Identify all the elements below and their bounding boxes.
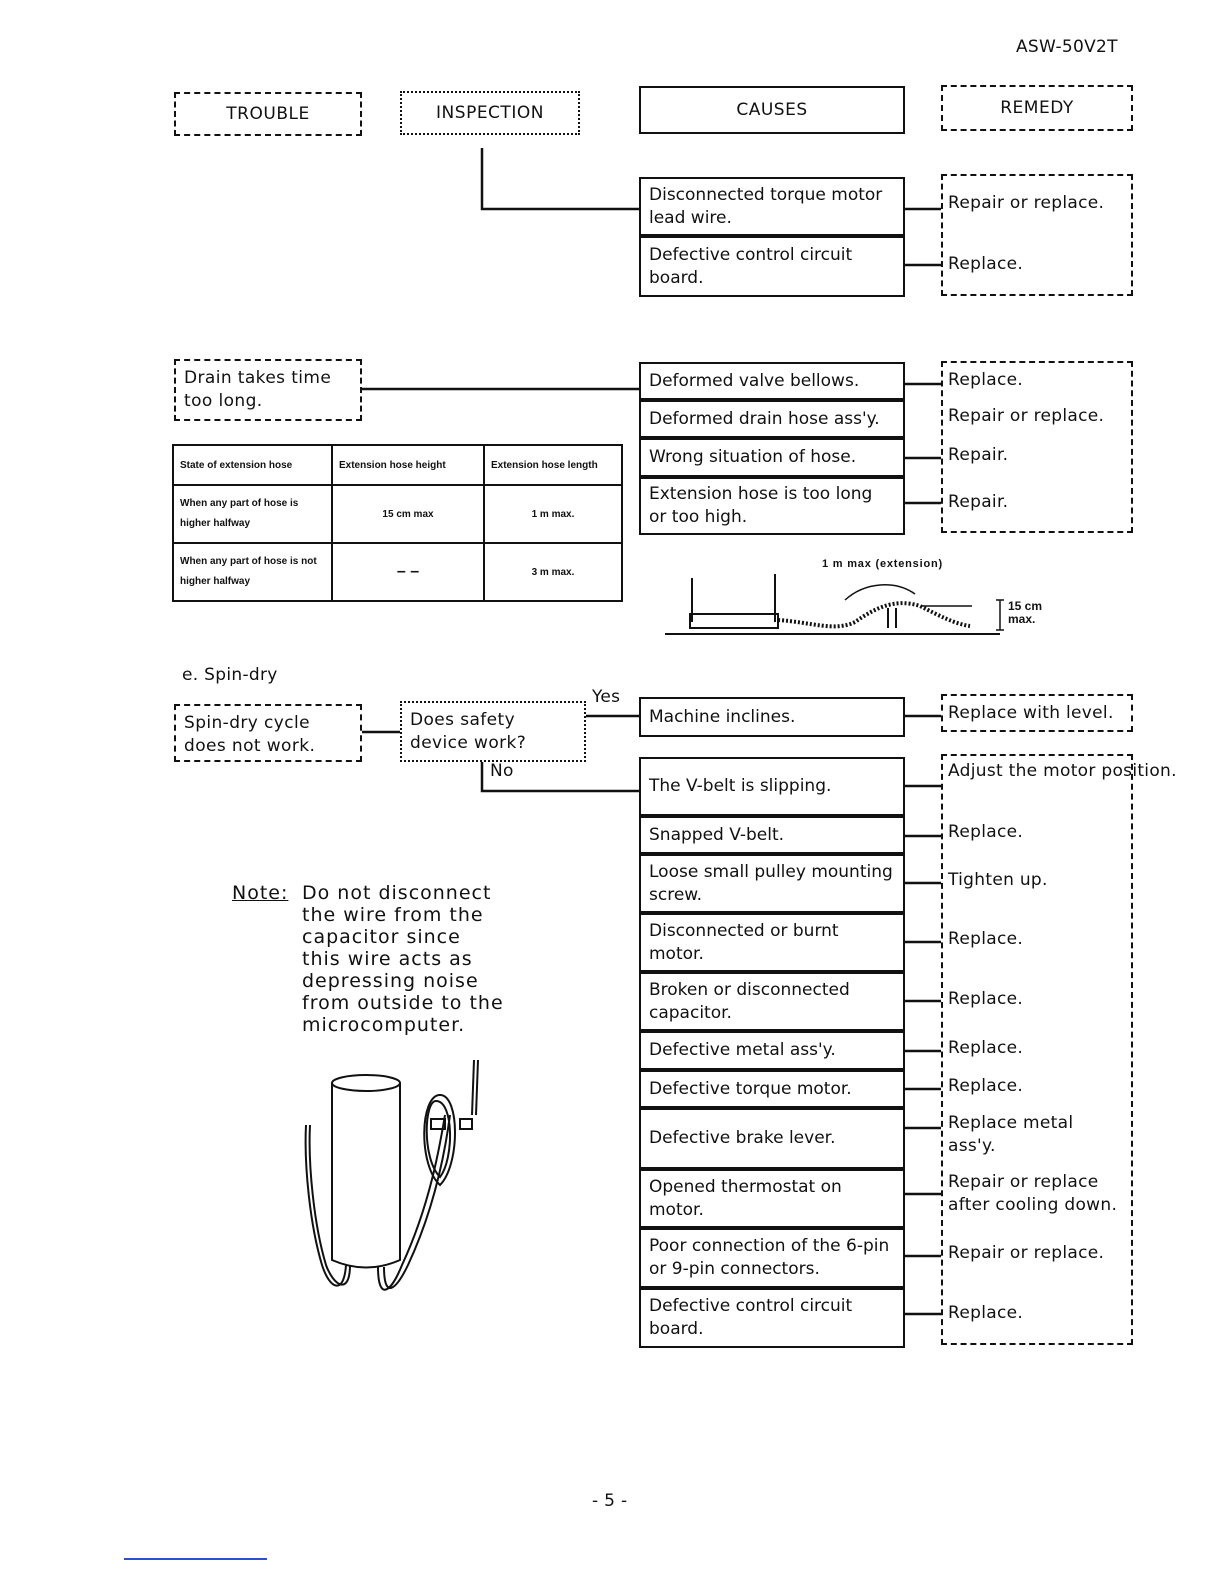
note-line: the wire from the [302, 904, 484, 926]
table-header-length: Extension hose length [484, 445, 622, 485]
cause-box: Disconnected or burnt motor. [639, 913, 905, 972]
cause-box: Loose small pulley mounting screw. [639, 854, 905, 913]
table-cell: When any part of hose is higher halfway [173, 485, 332, 543]
table-cell: When any part of hose is not higher halfway [173, 543, 332, 601]
cause-box: Defective control circuit board. [639, 236, 905, 297]
remedy-text: Replace. [948, 989, 1024, 1009]
cause-box: Machine inclines. [639, 697, 905, 737]
section-title-spin-dry: e. Spin-dry [182, 665, 278, 685]
remedy-text: Replace. [948, 370, 1024, 390]
inspection-to-causes-line [482, 148, 640, 209]
cause-box: Defective torque motor. [639, 1070, 905, 1108]
capacitor-illustration [290, 1055, 490, 1300]
table-cell: 3 m max. [484, 543, 622, 601]
cause-box: Snapped V-belt. [639, 816, 905, 854]
cause-box: Broken or disconnected capacitor. [639, 972, 905, 1031]
cause-box: Deformed drain hose ass'y. [639, 400, 905, 438]
cause-box: Extension hose is too long or too high. [639, 477, 905, 535]
remedy-text: Repair or replace. [948, 1243, 1105, 1263]
note-line: microcomputer. [302, 1014, 466, 1036]
cause-box: Opened thermostat on motor. [639, 1169, 905, 1228]
extension-hose-table [172, 444, 623, 602]
note-label: Note: [232, 882, 289, 904]
remedy-text: Replace metal ass'y. [948, 1113, 1074, 1156]
cause-box: Defective brake lever. [639, 1108, 905, 1169]
note-line: Do not disconnect [302, 882, 492, 904]
diagram-height-label: 15 cm max. [1008, 599, 1043, 626]
no-label: No [490, 761, 514, 781]
remedy-text: Repair or replace. [948, 406, 1105, 426]
remedy-text: Replace. [948, 822, 1024, 842]
trouble-spin-dry: Spin-dry cycle does not work. [174, 704, 362, 762]
remedy-text: Tighten up. [948, 870, 1048, 890]
remedy-text: Adjust the motor position. [948, 761, 1177, 781]
cause-box: The V-belt is slipping. [639, 757, 905, 816]
inspection-safety-device: Does safety device work? [400, 701, 586, 762]
header-causes [639, 86, 905, 134]
diagram-length-label: 1 m max (extension) [822, 558, 943, 570]
header-causes-label: CAUSES [736, 100, 808, 120]
table-cell: – – [332, 543, 484, 601]
cause-box: Deformed valve bellows. [639, 362, 905, 400]
header-inspection [400, 91, 580, 135]
note-line: depressing noise [302, 970, 479, 992]
page-number: - 5 - [592, 1491, 628, 1511]
header-inspection-label: INSPECTION [436, 103, 544, 123]
cause-box: Wrong situation of hose. [639, 438, 905, 477]
remedy-text: Repair. [948, 492, 1009, 512]
header-trouble [174, 92, 362, 136]
note-line: capacitor since [302, 926, 461, 948]
table-header-state: State of extension hose [173, 445, 332, 485]
cause-box: Poor connection of the 6-pin or 9-pin connectors. [639, 1228, 905, 1288]
remedy-text: Replace. [948, 1038, 1024, 1058]
table-cell: 15 cm max [332, 485, 484, 543]
table-cell: 1 m max. [484, 485, 622, 543]
header-remedy [941, 85, 1133, 131]
note-line: this wire acts as [302, 948, 473, 970]
footer-rule [124, 1558, 267, 1560]
remedy-text: Repair or replace. [948, 193, 1105, 213]
trouble-drain: Drain takes time too long. [174, 359, 362, 421]
note-line: from outside to the [302, 992, 504, 1014]
header-remedy-label: REMEDY [1000, 98, 1074, 118]
remedy-text: Replace. [948, 254, 1024, 274]
remedy-text: Repair. [948, 445, 1009, 465]
cause-box: Defective metal ass'y. [639, 1031, 905, 1070]
remedy-text: Replace. [948, 1076, 1024, 1096]
table-header-height: Extension hose height [332, 445, 484, 485]
cause-box: Disconnected torque motor lead wire. [639, 177, 905, 236]
yes-label: Yes [592, 687, 621, 707]
remedy-text: Replace. [948, 929, 1024, 949]
header-trouble-label: TROUBLE [226, 104, 310, 124]
model-number: ASW-50V2T [1016, 37, 1118, 57]
note-text [302, 882, 542, 1036]
remedy-text: Replace with level. [948, 703, 1114, 723]
remedy-text: Repair or replace after cooling down. [948, 1172, 1118, 1215]
remedy-text: Replace. [948, 1303, 1024, 1323]
cause-box: Defective control circuit board. [639, 1288, 905, 1348]
